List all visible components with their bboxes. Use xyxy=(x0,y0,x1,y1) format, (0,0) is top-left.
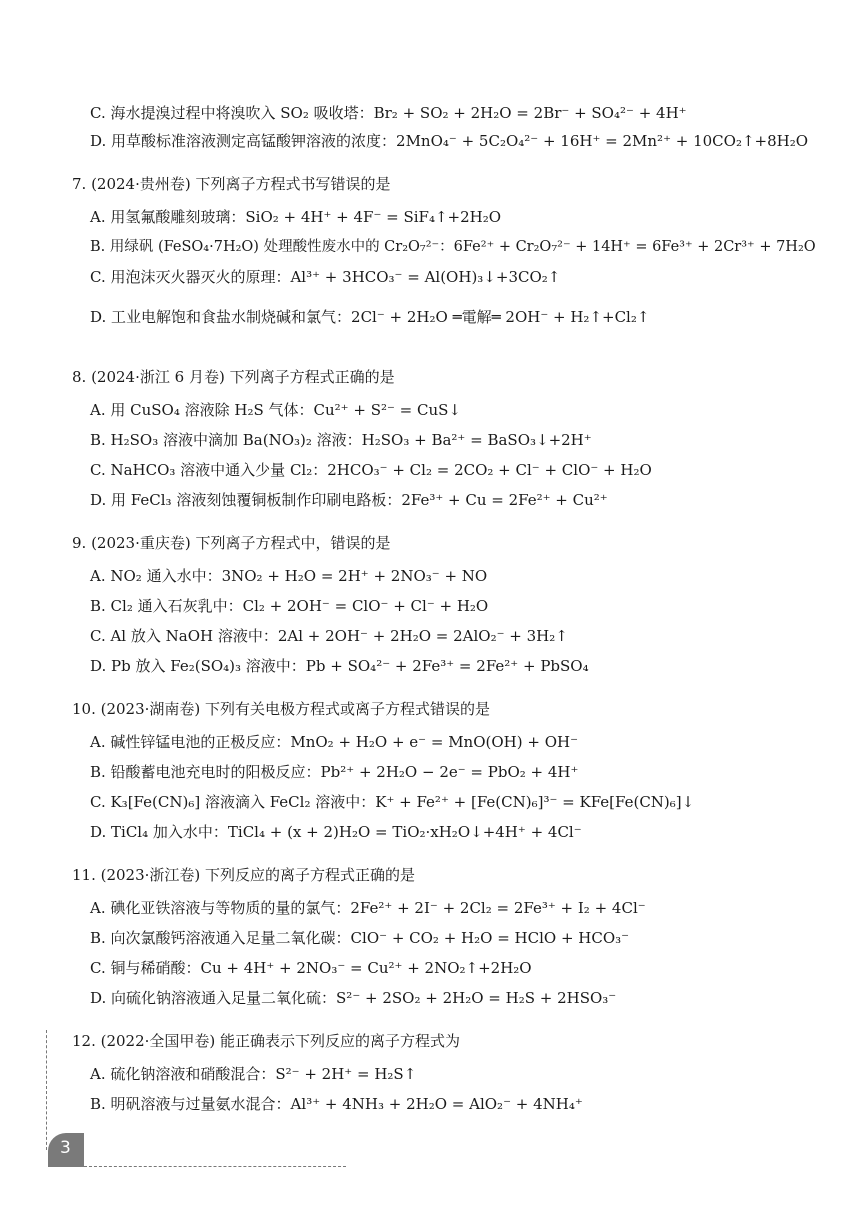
question-stem: 7. (2024·贵州卷) 下列离子方程式书写错误的是 xyxy=(72,175,391,193)
answer-option: C. NaHCO₃ 溶液中通入少量 Cl₂：2HCO₃⁻ + Cl₂ = 2CO₂ + Cl⁻ + ClO⁻ + H₂O xyxy=(90,461,652,479)
question-stem: 12. (2022·全国甲卷) 能正确表示下列反应的离子方程式为 xyxy=(72,1032,461,1050)
answer-option: A. 硫化钠溶液和硝酸混合：S²⁻ + 2H⁺ = H₂S↑ xyxy=(90,1065,417,1083)
answer-option: A. 碘化亚铁溶液与等物质的量的氯气：2Fe²⁺ + 2I⁻ + 2Cl₂ = 2Fe³⁺ + I₂ + 4Cl⁻ xyxy=(90,899,646,917)
answer-option: A. 用 CuSO₄ 溶液除 H₂S 气体：Cu²⁺ + S²⁻ = CuS↓ xyxy=(90,401,462,419)
page-number: 3 xyxy=(60,1138,71,1158)
answer-option: A. 用氢氟酸雕刻玻璃：SiO₂ + 4H⁺ + 4F⁻ = SiF₄↑+2H₂O xyxy=(90,208,502,226)
answer-option: B. 铅酸蓄电池充电时的阳极反应：Pb²⁺ + 2H₂O − 2e⁻ = PbO₂ + 4H⁺ xyxy=(90,763,579,781)
answer-option: C. 海水提溴过程中将溴吹入 SO₂ 吸收塔：Br₂ + SO₂ + 2H₂O = 2Br⁻ + SO₄²⁻ + 4H⁺ xyxy=(90,104,687,122)
answer-option: A. NO₂ 通入水中：3NO₂ + H₂O = 2H⁺ + 2NO₃⁻ + NO xyxy=(90,567,488,585)
answer-option: C. 用泡沫灭火器灭火的原理：Al³⁺ + 3HCO₃⁻ = Al(OH)₃↓+3CO₂↑ xyxy=(90,268,561,286)
question-stem: 11. (2023·浙江卷) 下列反应的离子方程式正确的是 xyxy=(72,866,416,884)
answer-option: C. K₃[Fe(CN)₆] 溶液滴入 FeCl₂ 溶液中：K⁺ + Fe²⁺ + [Fe(CN)₆]³⁻ = KFe[Fe(CN)₆]↓ xyxy=(90,793,695,811)
answer-option: D. TiCl₄ 加入水中：TiCl₄ + (x + 2)H₂O = TiO₂·xH₂O↓+4H⁺ + 4Cl⁻ xyxy=(90,823,582,841)
answer-option: B. 明矾溶液与过量氨水混合：Al³⁺ + 4NH₃ + 2H₂O = AlO₂⁻ + 4NH₄⁺ xyxy=(90,1095,583,1113)
footer-dashed-line xyxy=(84,1166,346,1167)
answer-option: B. 用绿矾 (FeSO₄·7H₂O) 处理酸性废水中的 Cr₂O₇²⁻：6Fe²⁺ + Cr₂O₇²⁻ + 14H⁺ = 6Fe³⁺ + 2Cr³⁺ + 7H₂O xyxy=(90,239,816,255)
answer-option: C. Al 放入 NaOH 溶液中：2Al + 2OH⁻ + 2H₂O = 2AlO₂⁻ + 3H₂↑ xyxy=(90,627,568,645)
answer-option: C. 铜与稀硝酸：Cu + 4H⁺ + 2NO₃⁻ = Cu²⁺ + 2NO₂↑+2H₂O xyxy=(90,959,532,977)
answer-option: A. 碱性锌锰电池的正极反应：MnO₂ + H₂O + e⁻ = MnO(OH) + OH⁻ xyxy=(90,733,578,751)
answer-option: B. 向次氯酸钙溶液通入足量二氧化碳：ClO⁻ + CO₂ + H₂O = HClO + HCO₃⁻ xyxy=(90,929,630,947)
answer-option: D. 工业电解饱和食盐水制烧碱和氯气：2Cl⁻ + 2H₂O ═電解═ 2OH⁻ + H₂↑+Cl₂↑ xyxy=(90,308,650,326)
answer-option: D. 用草酸标准溶液测定高锰酸钾溶液的浓度：2MnO₄⁻ + 5C₂O₄²⁻ + 16H⁺ = 2Mn²⁺ + 10CO₂↑+8H₂O xyxy=(90,132,809,150)
question-stem: 8. (2024·浙江 6 月卷) 下列离子方程式正确的是 xyxy=(72,368,395,386)
margin-dashed-line xyxy=(46,1030,47,1150)
answer-option: D. 用 FeCl₃ 溶液刻蚀覆铜板制作印刷电路板：2Fe³⁺ + Cu = 2Fe²⁺ + Cu²⁺ xyxy=(90,491,608,509)
question-stem: 9. (2023·重庆卷) 下列离子方程式中，错误的是 xyxy=(72,534,391,552)
answer-option: D. 向硫化钠溶液通入足量二氧化硫：S²⁻ + 2SO₂ + 2H₂O = H₂S + 2HSO₃⁻ xyxy=(90,989,617,1007)
answer-option: D. Pb 放入 Fe₂(SO₄)₃ 溶液中：Pb + SO₄²⁻ + 2Fe³⁺ = 2Fe²⁺ + PbSO₄ xyxy=(90,657,589,675)
answer-option: B. H₂SO₃ 溶液中滴加 Ba(NO₃)₂ 溶液：H₂SO₃ + Ba²⁺ = BaSO₃↓+2H⁺ xyxy=(90,431,592,449)
question-stem: 10. (2023·湖南卷) 下列有关电极方程式或离子方程式错误的是 xyxy=(72,700,491,718)
answer-option: B. Cl₂ 通入石灰乳中：Cl₂ + 2OH⁻ = ClO⁻ + Cl⁻ + H₂O xyxy=(90,597,489,615)
